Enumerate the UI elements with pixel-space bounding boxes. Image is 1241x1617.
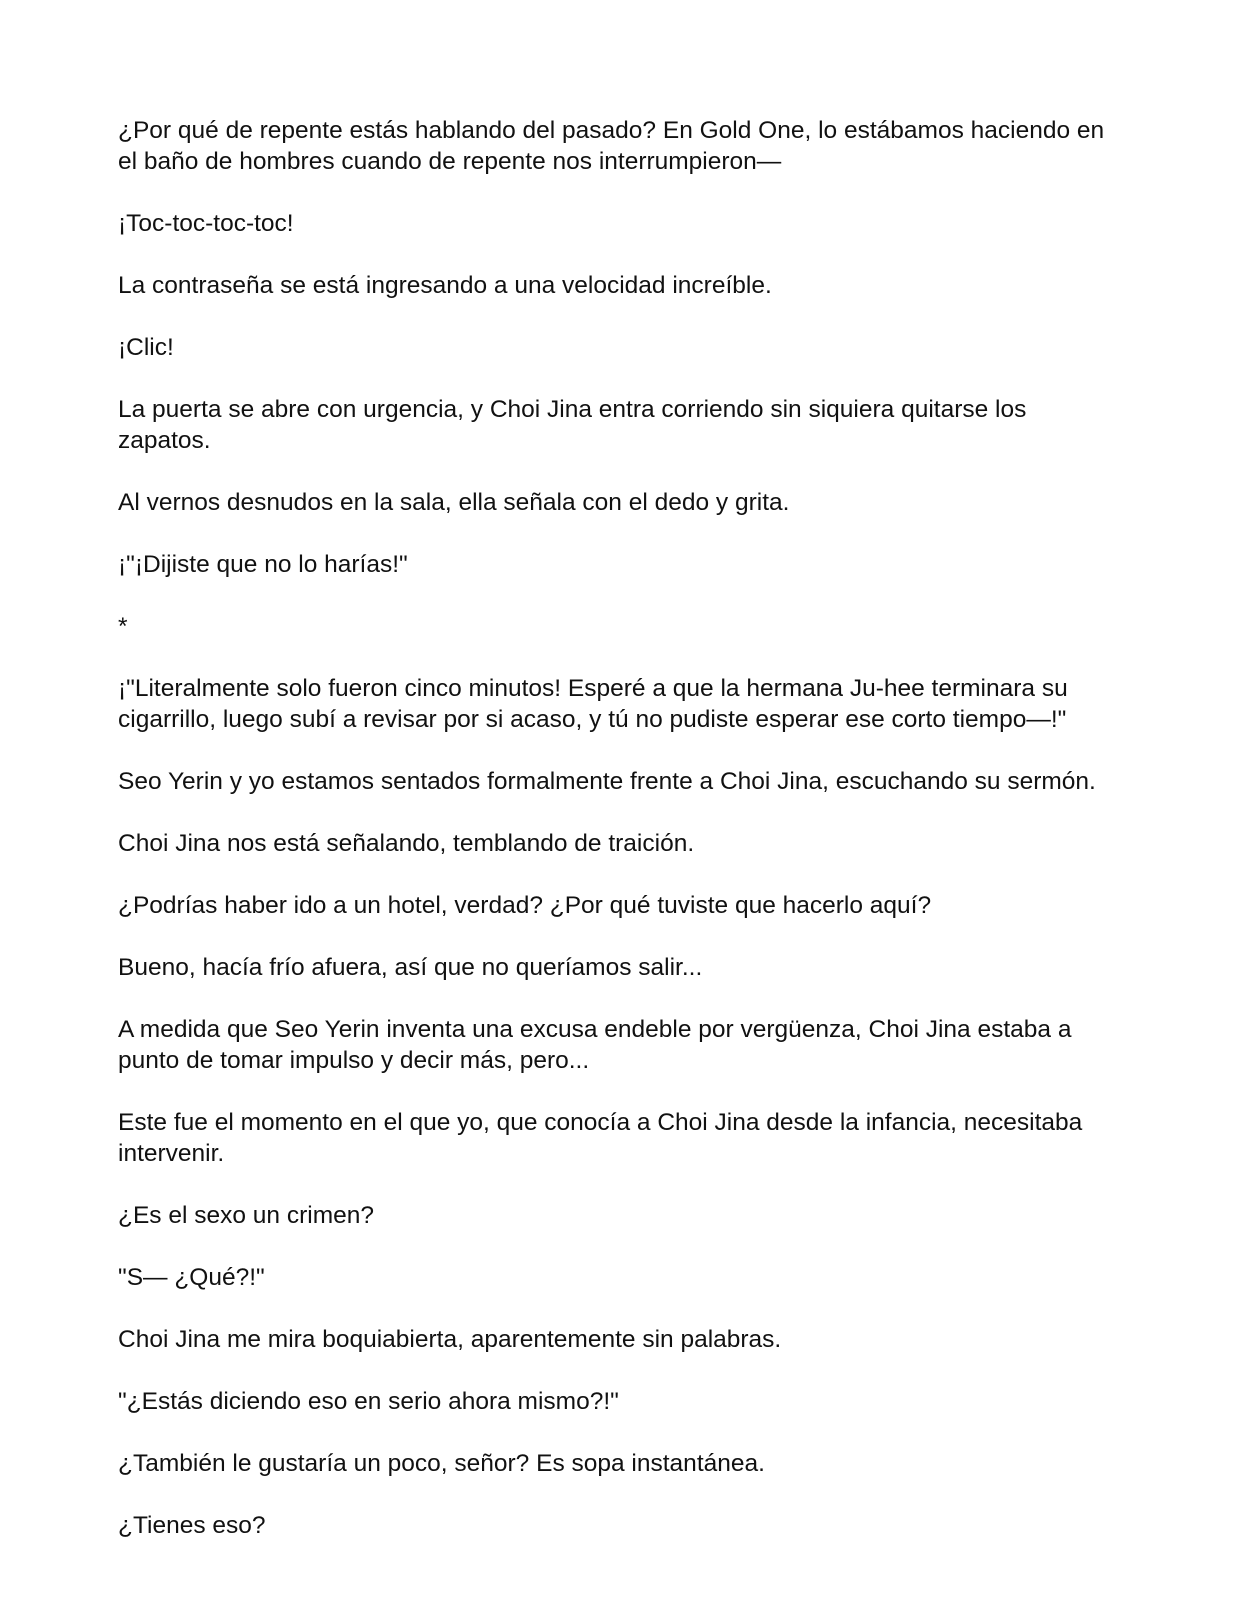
paragraph: "¿Estás diciendo eso en serio ahora mismo?!" xyxy=(118,1388,619,1415)
paragraph: La puerta se abre con urgencia, y Choi Jina entra corriendo sin siquiera quitarse los zapatos. xyxy=(118,396,1027,454)
paragraph: ¿También le gustaría un poco, señor? Es sopa instantánea. xyxy=(118,1450,765,1477)
paragraph: ¡"Literalmente solo fueron cinco minutos! Esperé a que la hermana Ju-hee terminara su cigarrillo, luego subí a revisar por si acaso, y tú no pudiste esperar ese corto tiempo—!" xyxy=(118,675,1068,733)
paragraph: ¿Por qué de repente estás hablando del pasado? En Gold One, lo estábamos haciendo en el baño de hombres cuando de repente nos interrumpieron— xyxy=(118,117,1105,175)
paragraph: ¿Tienes eso? xyxy=(118,1512,266,1539)
paragraph: "S— ¿Qué?!" xyxy=(118,1264,265,1291)
paragraph: ¡Clic! xyxy=(118,334,174,361)
paragraph: Bueno, hacía frío afuera, así que no queríamos salir... xyxy=(118,954,703,981)
paragraph: Seo Yerin y yo estamos sentados formalmente frente a Choi Jina, escuchando su sermón. xyxy=(118,768,1096,795)
paragraph: Este fue el momento en el que yo, que conocía a Choi Jina desde la infancia, necesitaba intervenir. xyxy=(118,1109,1083,1167)
paragraph: ¡"¡Dijiste que no lo harías!" xyxy=(118,551,408,578)
paragraph: ¿Podrías haber ido a un hotel, verdad? ¿Por qué tuviste que hacerlo aquí? xyxy=(118,892,932,919)
paragraph: A medida que Seo Yerin inventa una excusa endeble por vergüenza, Choi Jina estaba a punto de tomar impulso y decir más, pero... xyxy=(118,1016,1072,1074)
paragraph: Al vernos desnudos en la sala, ella señala con el dedo y grita. xyxy=(118,489,790,516)
document-body xyxy=(118,115,1118,1572)
paragraph: Choi Jina me mira boquiabierta, aparentemente sin palabras. xyxy=(118,1326,782,1353)
paragraph: ¡Toc-toc-toc-toc! xyxy=(118,210,294,237)
scene-break: * xyxy=(118,613,128,640)
paragraph: La contraseña se está ingresando a una velocidad increíble. xyxy=(118,272,772,299)
paragraph: Choi Jina nos está señalando, temblando de traición. xyxy=(118,830,695,857)
paragraph: ¿Es el sexo un crimen? xyxy=(118,1202,374,1229)
